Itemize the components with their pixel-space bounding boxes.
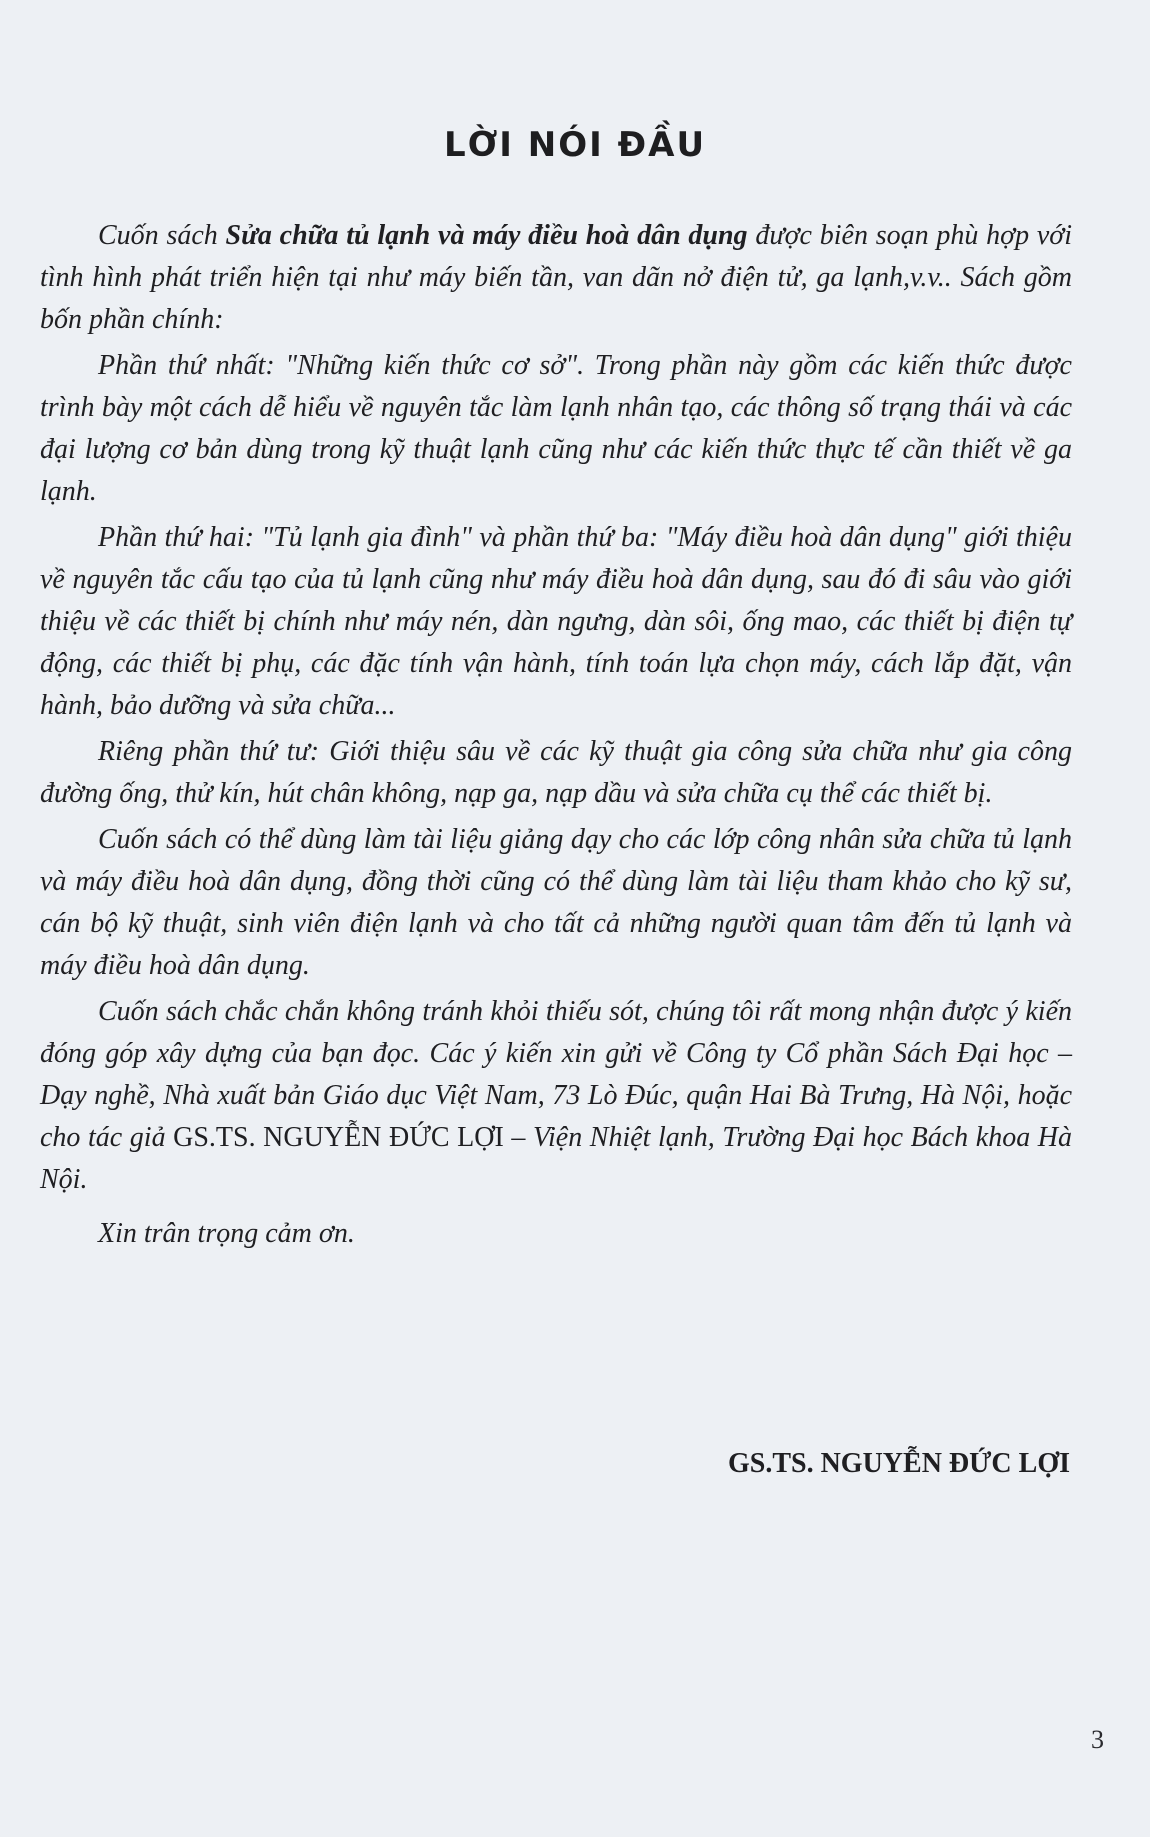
paragraph-intro xyxy=(40,215,1072,341)
book-title: Sửa chữa tủ lạnh và máy điều hoà dân dụng xyxy=(225,220,748,251)
intro-text-start: Cuốn sách xyxy=(98,220,226,251)
feedback-text-start: Cuốn sách chắc chắn không tránh khỏi thiếu sót, chúng tôi rất mong nhận được ý kiến đóng góp xây dựng của bạn đọc. Các ý kiến xin gửi về Công ty Cổ phần Sách Đại học – Dạy nghề, Nhà xuất bản Giáo dục Việt Nam, 73 Lò Đúc, quận Hai Bà Trưng, Hà Nội, hoặc cho tác giả xyxy=(40,996,1072,1153)
paragraph-part-one: Phần thứ nhất: "Những kiến thức cơ sở". Trong phần này gồm các kiến thức được trình bày một cách dễ hiểu về nguyên tắc làm lạnh nhân tạo, các thông số trạng thái và các đại lượng cơ bản dùng trong kỹ thuật lạnh cũng như các kiến thức thực tế cần thiết về ga lạnh. xyxy=(40,350,1072,507)
author-signature: GS.TS. NGUYỄN ĐỨC LỢI xyxy=(727,1448,1070,1479)
paragraph-part-four: Riêng phần thứ tư: Giới thiệu sâu về các kỹ thuật gia công sửa chữa như gia công đường ống, thử kín, hút chân không, nạp ga, nạp dầu và sửa chữa cụ thể các thiết bị. xyxy=(40,736,1072,809)
intro-text-end: được biên soạn phù hợp với tình hình phát triển hiện tại như máy biến tần, van dãn nở điện tử, ga lạnh,v.v.. Sách gồm bốn phần chính: xyxy=(40,220,1073,335)
feedback-text-end: – Viện Nhiệt lạnh, Trường Đại học Bách khoa Hà Nội. xyxy=(40,1122,1072,1195)
paragraph-audience: Cuốn sách có thể dùng làm tài liệu giảng dạy cho các lớp công nhân sửa chữa tủ lạnh và máy điều hoà dân dụng, đồng thời cũng có thể dùng làm tài liệu tham khảo cho kỹ sư, cán bộ kỹ thuật, sinh viên điện lạnh và cho tất cả những người quan tâm đến tủ lạnh và máy điều hoà dân dụng. xyxy=(40,824,1072,981)
page-number: 3 xyxy=(1091,1725,1104,1754)
author-name-inline: GS.TS. NGUYỄN ĐỨC LỢI xyxy=(173,1122,504,1153)
paragraph-thanks: Xin trân trọng cảm ơn. xyxy=(98,1218,355,1249)
page-title: LỜI NÓI ĐẦU xyxy=(443,125,707,165)
paragraph-parts-two-three: Phần thứ hai: "Tủ lạnh gia đình" và phần thứ ba: "Máy điều hoà dân dụng" giới thiệu về nguyên tắc cấu tạo của tủ lạnh cũng như máy điều hoà dân dụng, sau đó đi sâu vào giới thiệu về các thiết bị chính như máy nén, dàn ngưng, dàn sôi, ống mao, các thiết bị điện tự động, các thiết bị phụ, các đặc tính vận hành, tính toán lựa chọn máy, cách lắp đặt, vận hành, bảo dưỡng và sửa chữa... xyxy=(40,522,1072,721)
paragraph-feedback xyxy=(40,991,1072,1201)
preface-body xyxy=(40,215,1072,1259)
